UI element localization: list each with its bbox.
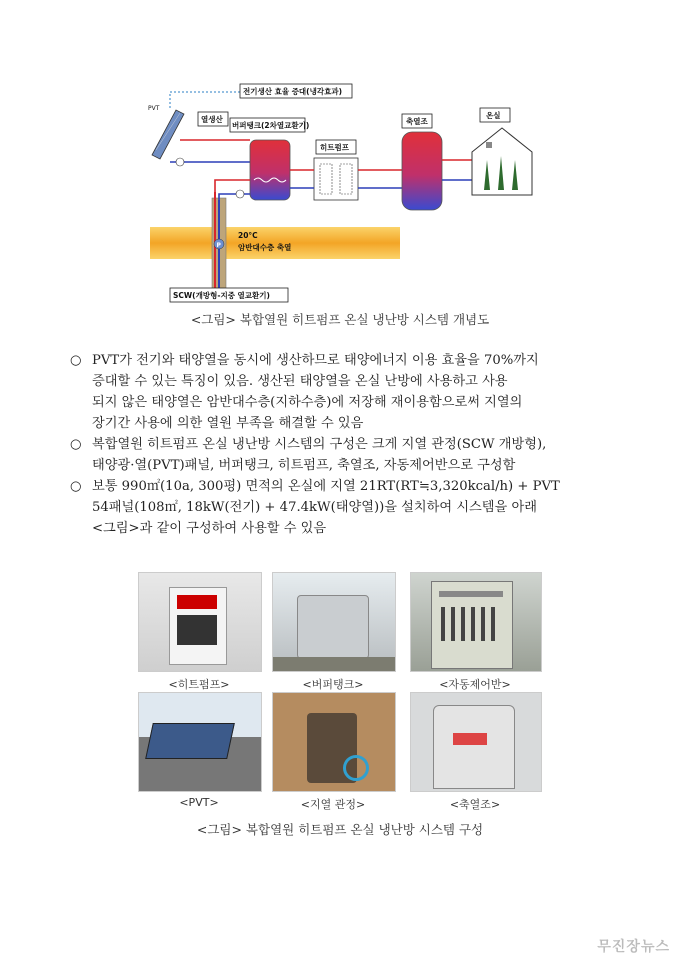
- photo-label: <자동제어반>: [439, 678, 511, 691]
- list-item: ○ 보통 990㎡(10a, 300평) 면적의 온실에 지열 21RT(RT≒3,320kcal/h) + PVT 54패널(108㎡, 18kW(전기) + 47.4kW(태양열))을 설치하여 시스템을 아래 <그림>과 같이 구성하여 사용할 수 있음: [70, 479, 560, 536]
- photo-control-panel: [410, 572, 542, 672]
- svg-text:열생산: 열생산: [201, 115, 223, 124]
- photo-label: <축열조>: [449, 798, 501, 811]
- photo-pvt: [138, 692, 262, 792]
- svg-text:20°C: 20°C: [238, 231, 258, 240]
- svg-text:암반대수층 축열: 암반대수층 축열: [238, 243, 292, 252]
- svg-text:축열조: 축열조: [406, 117, 428, 126]
- photo-label: <지열 관정>: [300, 798, 366, 811]
- list-item: ○ 복합열원 히트펌프 온실 냉난방 시스템의 구성은 크게 지열 관정(SCW 개방형), 태양광·열(PVT)패널, 버퍼탱크, 히트펌프, 축열조, 자동제어반으로 구성함: [70, 437, 547, 473]
- pvt-panel-icon: [152, 110, 184, 159]
- caption-concept: <그림> 복합열원 히트펌프 온실 냉난방 시스템 개념도: [190, 312, 490, 327]
- svg-text:PVT: PVT: [148, 105, 160, 112]
- svg-text:버퍼탱크(2차열교환기): 버퍼탱크(2차열교환기): [232, 121, 310, 130]
- svg-text:SCW(개방형-지중 열교환기): SCW(개방형-지중 열교환기): [173, 291, 270, 300]
- photo-buffer-tank: [272, 572, 396, 672]
- photo-storage-tank: [410, 692, 542, 792]
- storage-tank: [402, 132, 442, 210]
- list-item: ○ PVT가 전기와 태양열을 동시에 생산하므로 태양에너지 이용 효율을 70%까지 증대할 수 있는 특징이 있음. 생산된 태양열을 온실 난방에 사용하고 사용 되지 않은 태양열은 암반대수층(지하수층)에 저장해 재이용함으로써 지열의 장기간 사용에 의한 열원 부족을 해결할 수 있음: [70, 353, 539, 431]
- photo-label: <버퍼탱크>: [302, 678, 364, 691]
- svg-text:히트펌프: 히트펌프: [320, 143, 349, 152]
- svg-text:전기생산 효율 증대(냉각효과): 전기생산 효율 증대(냉각효과): [243, 87, 343, 96]
- concept-diagram: [140, 80, 550, 305]
- greenhouse-icon: [472, 128, 532, 195]
- svg-text:P: P: [216, 242, 221, 249]
- photo-label: <히트펌프>: [168, 678, 230, 691]
- photo-label: <PVT>: [179, 796, 219, 809]
- caption-components: <그림> 복합열원 히트펌프 온실 냉난방 시스템 구성: [196, 822, 484, 837]
- photo-geothermal-well: [272, 692, 396, 792]
- bullet-list: [70, 350, 626, 539]
- photo-heat-pump: [138, 572, 262, 672]
- svg-text:온실: 온실: [486, 111, 501, 120]
- buffer-tank: [250, 140, 290, 200]
- watermark: 무진장뉴스: [597, 939, 670, 955]
